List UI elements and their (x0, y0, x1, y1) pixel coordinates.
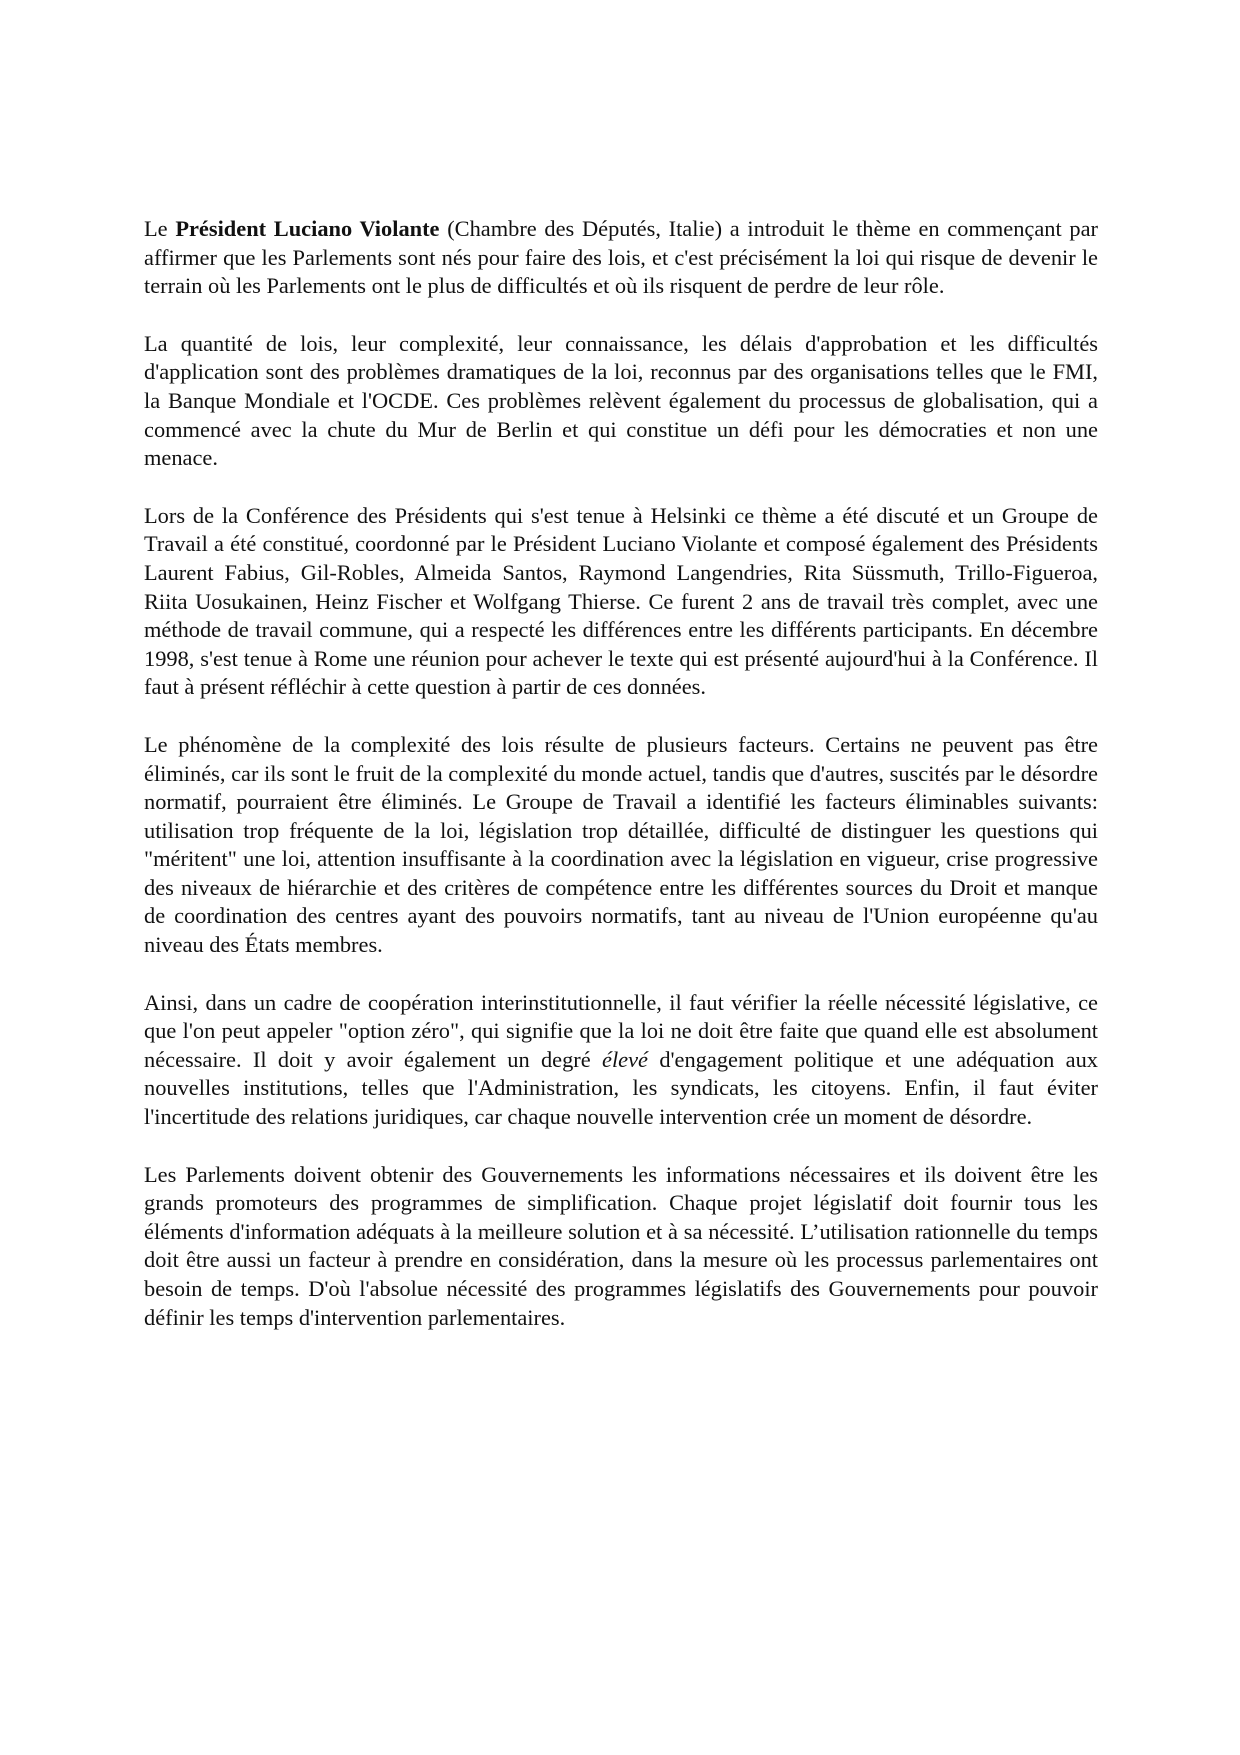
paragraph-5 (144, 989, 1098, 1132)
paragraph-2: La quantité de lois, leur complexité, leur connaissance, les délais d'approbation et les difficultés d'application sont des problèmes dramatiques de la loi, reconnus par des organisations telles que le FMI, la Banque Mondiale et l'OCDE. Ces problèmes relèvent également du processus de globalisation, qui a commencé avec la chute du Mur de Berlin et qui constitue un défi pour les démocraties et non une menace. (144, 330, 1098, 471)
paragraph-6: Les Parlements doivent obtenir des Gouvernements les informations nécessaires et ils doivent être les grands promoteurs des programmes de simplification. Chaque projet législatif doit fournir tous les éléments d'information adéquats à la meilleure solution et à sa nécessité. L’utilisation rationnelle du temps doit être aussi un facteur à prendre en considération, dans la mesure où les processus parlementaires ont besoin de temps. D'où l'absolue nécessité des programmes législatifs des Gouvernements pour pouvoir définir les temps d'intervention parlementaires. (144, 1161, 1098, 1330)
paragraph-5-rest: d'engagement politique et une adéquation aux nouvelles institutions, telles que l'Administration, les syndicats, les citoyens. Enfin, il faut éviter l'incertitude des relations juridiques, car chaque nouvelle intervention crée un moment de désordre. (144, 1046, 1098, 1130)
paragraph-1-lead: Le (144, 216, 176, 241)
paragraph-4: Le phénomène de la complexité des lois résulte de plusieurs facteurs. Certains ne peuvent pas être éliminés, car ils sont le fruit de la complexité du monde actuel, tandis que d'autres, suscités par le désordre normatif, pourraient être éliminés. Le Groupe de Travail a identifié les facteurs éliminables suivants: utilisation trop fréquente de la loi, législation trop détaillée, difficulté de distinguer les questions qui "méritent" une loi, attention insuffisante à la coordination avec la législation en vigueur, crise progressive des niveaux de hiérarchie et des critères de compétence entre les différentes sources du Droit et manque de coordination des centres ayant des pouvoirs normatifs, tant au niveau de l'Union européenne qu'au niveau des États membres. (144, 731, 1098, 958)
emphasis-word: élevé (602, 1046, 648, 1072)
paragraph-5-lead: Ainsi, dans un cadre de coopération interinstitutionnelle, il faut vérifier la réelle nécessité législative, ce que l'on peut appeler "option zéro", qui signifie que la loi ne doit être faite que quand elle est absolument nécessaire. Il doit y avoir également un degré (144, 989, 1098, 1072)
paragraph-1-rest: (Chambre des Députés, Italie) a introduit le thème en commençant par affirmer que les Parlements sont nés pour faire des lois, et c'est précisément la loi qui risque de devenir le terrain où les Parlements ont le plus de difficultés et où ils risquent de perdre de leur rôle. (144, 216, 1098, 299)
paragraph-1 (144, 215, 1098, 301)
paragraph-3: Lors de la Conférence des Présidents qui s'est tenue à Helsinki ce thème a été discuté et un Groupe de Travail a été constitué, coordonné par le Président Luciano Violante et composé également des Présidents Laurent Fabius, Gil-Robles, Almeida Santos, Raymond Langendries, Rita Süssmuth, Trillo-Figueroa, Riita Uosukainen, Heinz Fischer et Wolfgang Thierse. Ce furent 2 ans de travail très complet, avec une méthode de travail commune, qui a respecté les différences entre les différents participants. En décembre 1998, s'est tenue à Rome une réunion pour achever le texte qui est présenté aujourd'hui à la Conférence. Il faut à présent réfléchir à cette question à partir de ces données. (144, 502, 1098, 700)
document-body (144, 215, 1098, 1361)
speaker-name: Président Luciano Violante (175, 216, 440, 241)
